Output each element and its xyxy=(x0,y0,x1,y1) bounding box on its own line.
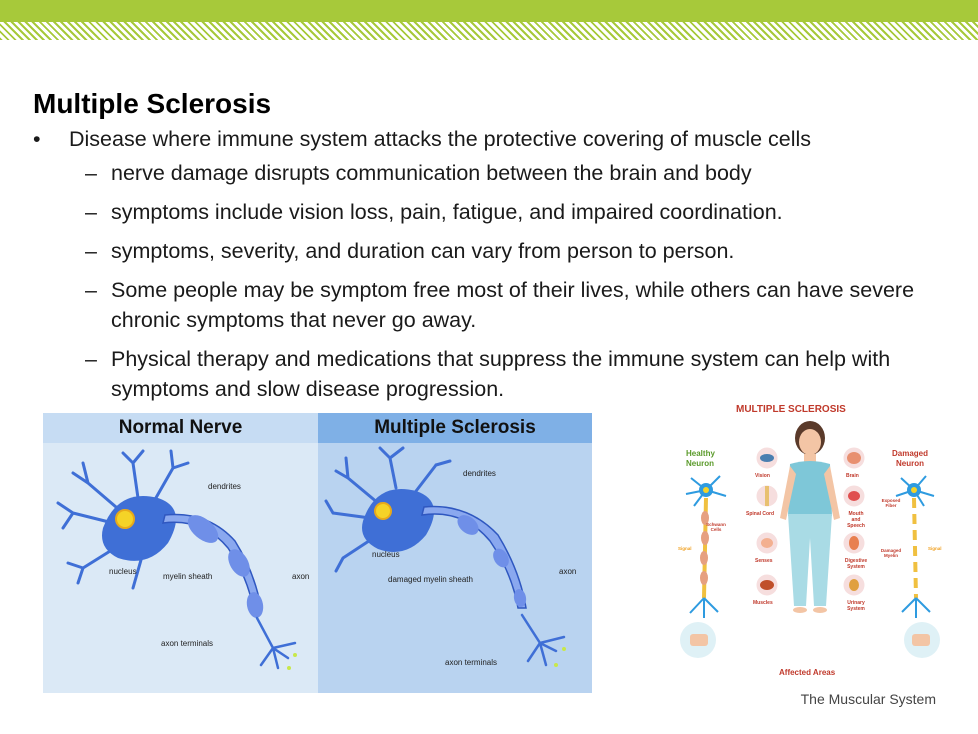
sub-bullet-text: Physical therapy and medications that suppress the immune system can help with symptoms and slow disease progression. xyxy=(111,347,891,401)
damaged-neuron-label: Damaged Neuron xyxy=(891,449,928,468)
sub-bullet-dash: – xyxy=(85,239,97,263)
sub-bullet xyxy=(33,344,933,404)
nerve-comparison-image xyxy=(43,413,592,693)
ms-infographic-image xyxy=(676,398,946,683)
label-damaged-myelin: Damaged Myelin xyxy=(880,548,902,558)
header-bar xyxy=(0,0,978,22)
label-dendrites: dendrites xyxy=(463,469,496,478)
area-label-urinary: Urinary System xyxy=(847,600,865,612)
sub-bullet xyxy=(33,275,933,335)
label-axon: axon xyxy=(292,572,310,581)
infographic-figure xyxy=(676,398,946,683)
ms-neuron-illustration xyxy=(318,443,592,693)
label-signal-right: Signal xyxy=(928,546,942,551)
ms-nerve-heading: Multiple Sclerosis xyxy=(318,413,592,443)
slide-title: Multiple Sclerosis xyxy=(33,88,272,119)
main-bullet xyxy=(33,124,933,154)
normal-neuron-illustration xyxy=(43,443,318,693)
normal-nerve-heading: Normal Nerve xyxy=(43,413,318,443)
sub-bullet-text: nerve damage disrupts communication between the brain and body xyxy=(111,161,752,185)
sub-bullet xyxy=(33,197,933,227)
sub-bullet-dash: – xyxy=(85,278,97,302)
area-label-muscles: Muscles xyxy=(753,600,773,606)
healthy-neuron-label: Healthy Neuron xyxy=(686,449,715,468)
label-axon-terminals: axon terminals xyxy=(445,658,498,667)
label-nucleus: nucleus xyxy=(372,550,400,559)
label-axon-terminals: axon terminals xyxy=(161,639,214,648)
area-label-spinal-cord: Spinal Cord xyxy=(746,511,775,517)
label-schwann-cells: Schwann Cells xyxy=(706,522,726,532)
sub-bullet-dash: – xyxy=(85,161,97,185)
area-label-digestive: Digestive System xyxy=(844,558,868,570)
header-hatch-stripe xyxy=(0,22,978,40)
image-caption: The Muscular System xyxy=(800,691,936,707)
area-label-brain: Brain xyxy=(846,473,859,479)
area-label-vision: Vision xyxy=(755,473,770,479)
sub-bullet-dash: – xyxy=(85,200,97,224)
label-nucleus: nucleus xyxy=(109,567,137,576)
main-bullet-text: Disease where immune system attacks the protective covering of muscle cells xyxy=(69,127,812,151)
sub-bullet-dash: – xyxy=(85,347,97,371)
infographic-title: MULTIPLE SCLEROSIS xyxy=(736,404,846,415)
label-signal-left: Signal xyxy=(678,546,692,551)
label-axon: axon xyxy=(559,567,577,576)
bullet-list xyxy=(33,124,933,404)
affected-areas-label: Affected Areas xyxy=(779,668,836,677)
sub-bullet xyxy=(33,158,933,188)
label-exposed-fiber: Exposed Fiber xyxy=(881,498,901,508)
sub-bullet-text: symptoms include vision loss, pain, fatigue, and impaired coordination. xyxy=(111,200,783,224)
sub-bullet-text: symptoms, severity, and duration can vary from person to person. xyxy=(111,239,735,263)
label-damaged-myelin-sheath: damaged myelin sheath xyxy=(388,575,473,584)
ms-nerve-panel xyxy=(318,413,592,693)
label-myelin-sheath: myelin sheath xyxy=(163,572,213,581)
sub-bullet xyxy=(33,236,933,266)
normal-nerve-panel xyxy=(43,413,318,693)
area-label-mouth-speech: Mouth and Speech xyxy=(847,511,865,529)
bullet-dot: • xyxy=(33,127,41,151)
area-label-senses: Senses xyxy=(755,558,773,564)
sub-bullet-text: Some people may be symptom free most of their lives, while others can have severe chronic symptoms that never go away. xyxy=(111,278,915,332)
label-dendrites: dendrites xyxy=(208,482,241,491)
